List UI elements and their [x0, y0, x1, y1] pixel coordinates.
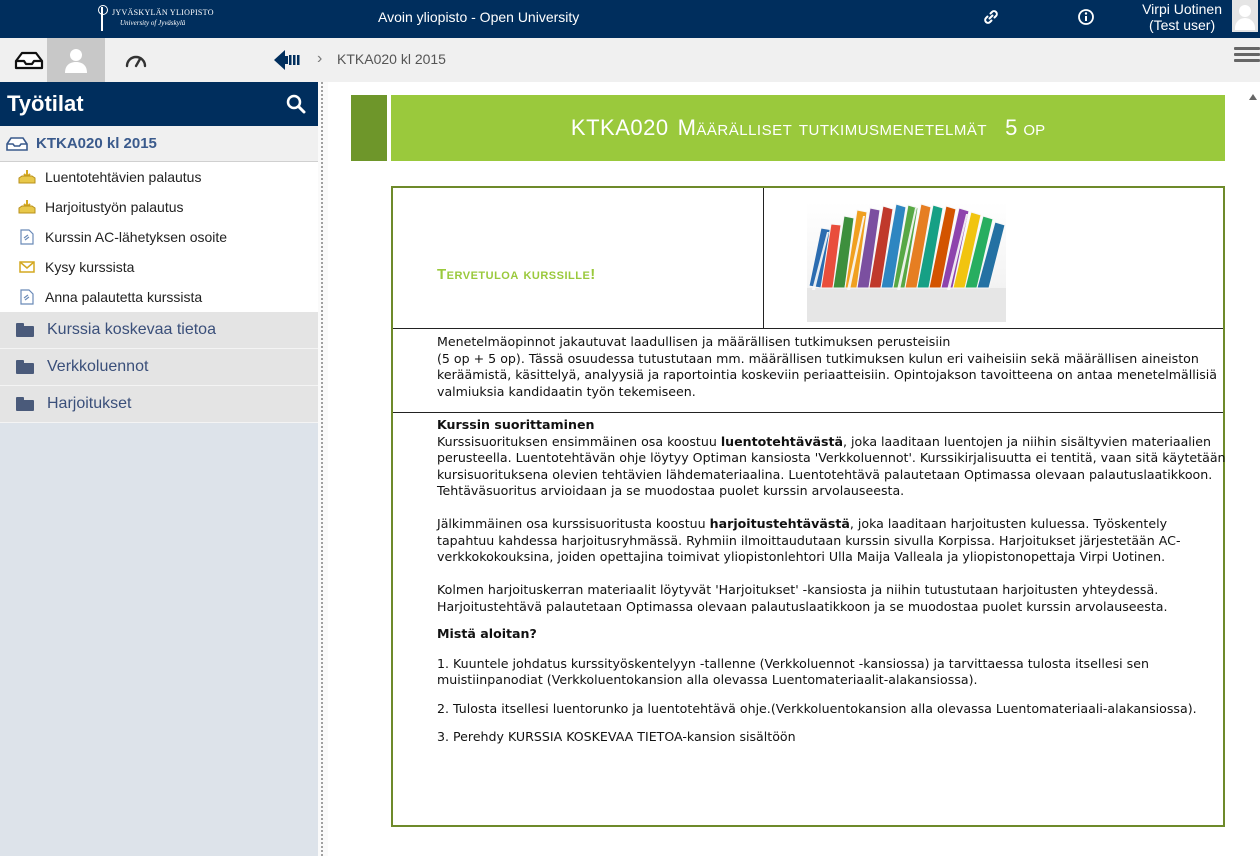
course-info-table [391, 186, 1225, 827]
course-title: Määrälliset tutkimusmenetelmät [677, 115, 988, 140]
completion-paragraph-2: Jälkimmäinen osa kurssisuoritusta koostuu harjoitustehtävästä, joka laaditaan harjoitusten kuluessa. Työskentely tapahtuu kahdessa harjoitusryhmässä. Ryhmiin ilmoittaudutaan kurssin sivulla Korpissa. Harjoitukset järjestetään AC-verkkokokouksina, joiden opettajina toimivat yliopistonlehtori Ulla Maija Valleala ja yliopistonopettaja Virpi Uotinen. [437, 516, 1181, 564]
course-workspace[interactable] [0, 126, 318, 162]
welcome-row [393, 188, 1223, 329]
vertical-scrollbar[interactable] [1245, 82, 1260, 856]
mail-icon [18, 258, 36, 276]
completion-paragraph-1: Kurssisuorituksen ensimmäinen osa koostuu luentotehtävästä, joka laaditaan luentojen ja niihin sisältyvien materiaalien perusteella. Luentotehtävän ohje löytyy Optiman kansiosta 'Verkkoluennot'. Kurssikirjalisuutta ei tentitä, vaan sitä käytetään kursisuorituksena olevien tehtävien lähdemateriaalina. Luentotehtävä palautetaan Optimassa olevaan palautuslaatikkoon. Tehtäväsuoritus arvioidaan ja se muodostaa puolet kurssin arvolauseesta. [437, 433, 1226, 498]
scroll-up-arrow-icon[interactable] [1249, 94, 1257, 100]
link-document-icon [18, 288, 36, 306]
speedometer-icon [124, 51, 148, 69]
link-icon[interactable] [982, 8, 1000, 26]
folder-icon [16, 397, 34, 411]
chevron-right-icon: › [317, 50, 323, 67]
step-1: 1. Kuuntele johdatus kurssityöskentelyyn -tallenne (Verkkoluennot -kansiossa) ja tarvittaessa tulosta itsellesi sen muistiinpanodiat (Verkkoluentokansion alla olevassa Luentomateriaalit-alakansiossa). [437, 655, 1149, 687]
sidebar-folder-web-lectures[interactable] [0, 349, 318, 386]
breadcrumb[interactable]: KTKA020 kl 2015 [337, 51, 446, 67]
course-code: KTKA020 [570, 115, 669, 140]
completion-row [393, 414, 1226, 824]
sidebar [0, 82, 318, 856]
sidebar-item-exercise-return[interactable] [0, 192, 318, 222]
torch-emblem-icon [96, 3, 108, 33]
intro-line-1: Menetelmäopinnot jakautuvat laadullisen ja määrällisen tutkimuksen perusteisiin [437, 334, 951, 349]
top-bar [0, 0, 1260, 38]
hamburger-menu-icon[interactable] [1234, 44, 1260, 66]
welcome-heading: Tervetuloa kurssille! [437, 266, 596, 283]
inbox-icon [14, 49, 44, 71]
sidebar-item-lecture-tasks-return[interactable] [0, 162, 318, 192]
folder-label: Harjoitukset [47, 395, 132, 412]
app-title: Avoin yliopisto - Open University [378, 9, 580, 25]
intro-line-2: (5 op + 5 op). Tässä osuudessa tutustutaan mm. määrällisen tutkimuksen kulun eri vaiheisiin sekä määrällisen aineiston keräämistä, käsittelyä, analyysiä ja raportointia koskeviin periaatteisiin. Opintojakson tavoitteena on antaa menetelmällisiä valmiuksia kandidaatin työn tekemiseen. [437, 350, 1218, 399]
sidebar-folder-exercises[interactable] [0, 386, 318, 423]
intro-row [393, 330, 1223, 413]
user-role: (Test user) [1148, 17, 1216, 33]
sidebar-item-label: Luentotehtävien palautus [45, 169, 202, 185]
sidebar-item-label: Kurssin AC-lähetyksen osoite [45, 229, 228, 245]
course-credits: 5 op [1005, 115, 1046, 140]
logo-line-1: JYVÄSKYLÄN YLIOPISTO [112, 8, 214, 17]
folder-icon [16, 323, 34, 337]
course-banner [391, 95, 1225, 161]
where-to-start-heading: Mistä aloitan? [437, 626, 537, 641]
info-icon[interactable] [1077, 8, 1095, 26]
completion-text [437, 417, 1227, 746]
completion-paragraph-3: Kolmen harjoituskerran materiaalit löytyvät 'Harjoitukset' -kansiosta ja niihin tutustutaan harjoitusten yhteydessä. Harjoitustehtävä palautetaan Optimassa olevaan palautuslaatikkoon ja se muodostaa puolet kurssin arvolauseesta. [437, 582, 1168, 614]
sidebar-item-label: Anna palautetta kurssista [45, 289, 203, 305]
sidebar-item-ask[interactable] [0, 252, 318, 282]
workspaces-header [0, 82, 318, 126]
workspaces-title: Työtilat [7, 91, 84, 116]
completion-heading: Kurssin suorittaminen [437, 417, 595, 432]
search-icon[interactable] [286, 94, 306, 114]
folder-label: Kurssia koskevaa tietoa [47, 321, 216, 338]
user-menu[interactable] [1142, 1, 1222, 33]
sidebar-item-label: Harjoitustyön palautus [45, 199, 184, 215]
user-name: Virpi Uotinen [1142, 1, 1222, 17]
sidebar-item-feedback[interactable] [0, 282, 318, 312]
books-image [807, 202, 1006, 322]
sidebar-folder-course-info[interactable] [0, 312, 318, 349]
step-3: 3. Perehdy KURSSIA KOSKEVAA TIETOA-kansion sisältöön [437, 729, 796, 744]
link-document-icon [18, 228, 36, 246]
user-avatar[interactable] [1232, 0, 1258, 32]
folder-label: Verkkoluennot [47, 358, 149, 375]
step-2: 2. Tulosta itsellesi luentorunko ja luentotehtävä ohje.(Verkkoluentokansion alla olevassa Luentomateriaali-alakansiossa). [437, 700, 1197, 716]
banner-accent [351, 95, 387, 161]
back-arrow-icon[interactable] [272, 47, 304, 73]
course-name: KTKA020 kl 2015 [36, 135, 157, 152]
dashboard-button[interactable] [107, 38, 165, 82]
toolbar [0, 38, 1260, 82]
pane-splitter[interactable] [318, 82, 328, 856]
folder-icon [16, 360, 34, 374]
return-box-icon [18, 168, 36, 186]
return-box-icon [18, 198, 36, 216]
university-logo[interactable] [96, 2, 214, 34]
person-icon [62, 46, 90, 74]
sidebar-item-label: Kysy kurssista [45, 259, 135, 275]
sidebar-item-ac-address[interactable] [0, 222, 318, 252]
inbox-icon [6, 137, 28, 151]
intro-text [437, 334, 1227, 400]
logo-line-2: University of Jyväskylä [120, 19, 186, 27]
profile-button[interactable] [47, 38, 105, 82]
